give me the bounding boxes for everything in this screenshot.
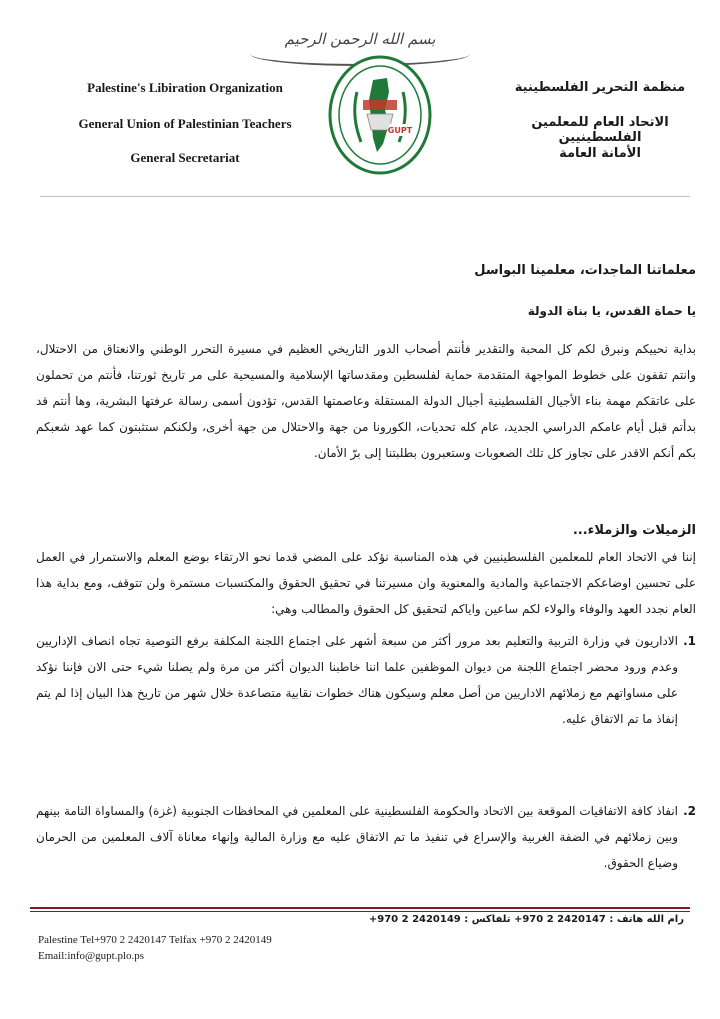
colleagues-heading: الزميلات والزملاء...	[572, 523, 696, 538]
footer-contact-ar: رام الله هاتف : 2420147 2 970+ تلفاكس : 2420149 2 970+	[368, 914, 684, 925]
footer-divider	[30, 907, 690, 909]
footer-phone-en: Palestine Tel+970 2 2420147 Telfax +970 2 2420149	[38, 934, 272, 946]
org-name-ar: منظمة التحرير الفلسطينية	[514, 80, 686, 95]
greeting-heading: معلماتنا الماجدات، معلمينا البواسل	[474, 263, 696, 278]
union-name-ar: الاتحاد العام للمعلمين الفلسطينيين	[531, 115, 669, 145]
union-name-en: General Union of Palestinian Teachers	[78, 116, 292, 131]
subheading: يا حماة القدس، يا بناة الدولة	[527, 304, 696, 318]
intro-paragraph: بداية نحييكم ونبرق لكم كل المحبة والتقدير فأنتم أصحاب الدور التاريخي العظيم في مسيرة التحرر الوطني والانعتاق من الاحتلال، وانتم تقفون على خطوط المواجهة المتقدمة حماية لفلسطين ومقدساتها الإسلامية والمسيحية على مر تاريخ ثورتنا، فأنتم من تحملون على عاتقكم مهمة بناء الأجيال الفلسطينية أجيال الدولة المستقلة وعاصمتها القدس، تؤدون أسمى رسالة عرفتها البشرية، وها أنتم قد بدأتم قبل أيام عامكم الدراسي الجديد، عام كله تحديات، الكورونا من جهة والاحتلال من جهة أخرى، ولكنكم ستثبتون كما عهد شعبكم بكم أنكم الاقدر على تجاوز كل تلك الصعوبات وستعبرون بطلبتنا إلى برّ الأمان.	[36, 342, 696, 460]
union-paragraph: إننا في الاتحاد العام للمعلمين الفلسطينيين في هذه المناسبة نؤكد على المضي قدما نحو الارتقاء بوضع المعلم والاستمرار في العمل على تحسين اوضاعكم الاجتماعية والمادية والمعنوية وان مسيرتنا في تحقيق الحقوق والمكتسبات مستمرة ولن تتوقف، ومع بداية هذا العام نجدد العهد والوفاء والولاء لكم ساعين واياكم لتحقيق كل الحقوق والمطالب وهي:	[36, 550, 696, 616]
logo-text: GUPT	[387, 126, 413, 135]
list-item	[36, 798, 696, 876]
basmala-calligraphy: بسم الله الرحمن الرحيم	[250, 30, 470, 66]
secretariat-ar: الأمانة العامة	[559, 146, 641, 161]
footer-email: Email:info@gupt.plo.ps	[38, 950, 145, 962]
gupt-logo-icon	[327, 52, 433, 178]
secretariat-en: General Secretariat	[130, 150, 240, 165]
item-number: 1.	[683, 634, 696, 648]
org-name-en: Palestine's Libiration Organization	[87, 80, 283, 95]
footer-divider-thin	[30, 911, 690, 912]
item-text: الاداريون في وزارة التربية والتعليم بعد مرور أكثر من سبعة أشهر على اجتماع اللجنة المكلفة برفع التوصية تجاه انصاف الإداريين وعدم ورود محضر اجتماع اللجنة من ديوان الموظفين علما اننا خاطبنا الديوان أكثر من مرة ولم يصلنا شيء حتى الان فإننا نؤكد على مساواتهم مع زملائهم الاداريين من أصل معلم وسيكون هناك خطوات نقابية متصاعدة خلال شهر من تاريخ هذا البيان إذا لم يتم إنفاذ ما تم الاتفاق عليه.	[36, 634, 678, 726]
item-text: انفاذ كافة الاتفاقيات الموقعة بين الاتحاد والحكومة الفلسطينية على المعلمين في المحافظات الجنوبية (غزة) والمساواة التامة بينهم وبين زملائهم في الضفة الغربية والإسراع في تنفيذ ما تم الاتفاق عليه مع وزارة المالية وإنهاء معاناة آلاف المعلمين من الحرمان وضياع الحقوق.	[36, 804, 678, 870]
item-number: 2.	[683, 804, 696, 818]
header-divider	[40, 196, 690, 197]
list-item	[36, 628, 696, 732]
